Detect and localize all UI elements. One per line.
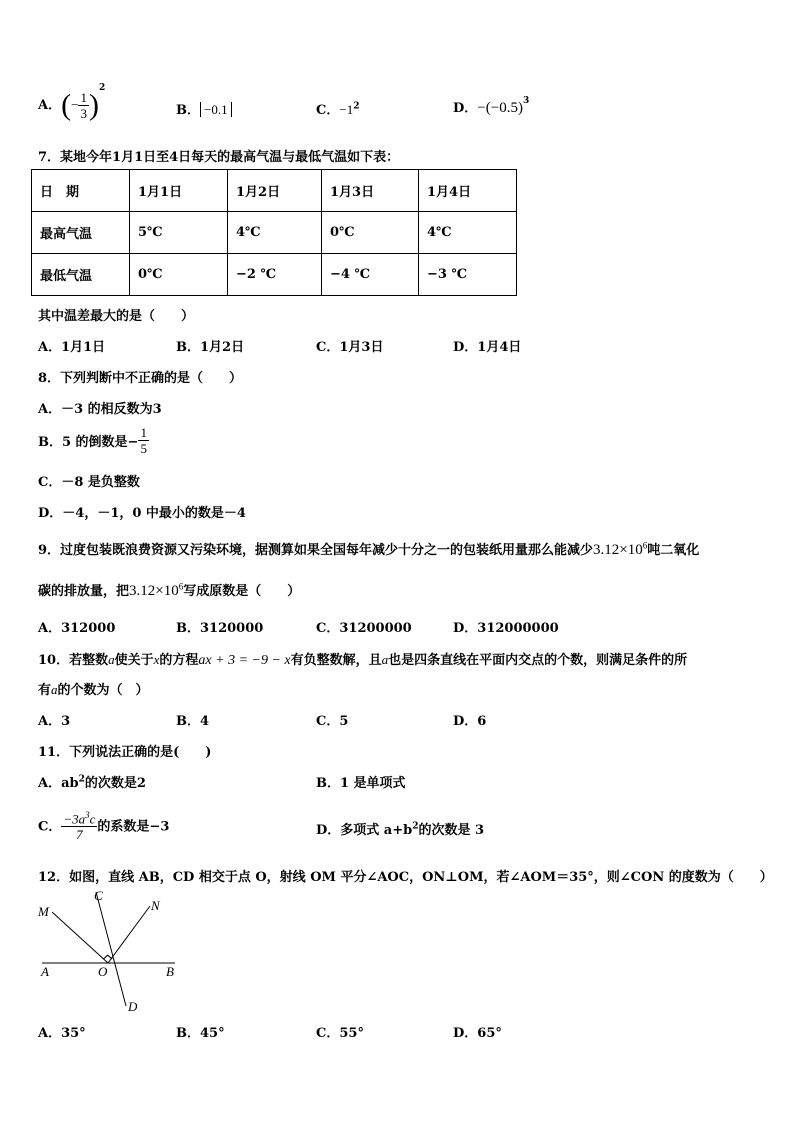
q9-option-d[interactable]: D．312000000: [453, 621, 559, 636]
table-row: 日 期 1月1日 1月2日 1月3日 1月4日: [32, 170, 517, 212]
q12-option-b[interactable]: B．45°: [176, 1026, 225, 1041]
q9-option-a[interactable]: A．312000: [38, 621, 116, 636]
q6-option-b[interactable]: B． −0.1: [176, 99, 232, 118]
right-angle-mark: [104, 955, 113, 959]
line-cd: [96, 892, 126, 1006]
ray-on: [108, 906, 150, 963]
q9-stem-line1: 9．过度包装既浪费资源又污染环境，据测算如果全国每年减少十分之一的包装纸用量那么能减少$3.12\times 10^6$吨二氧化: [38, 540, 700, 558]
q7-stem: 7．某地今年1月1日至4日每天的最高气温与最低气温如下表：: [38, 150, 400, 165]
q7-option-c[interactable]: C．1月3日: [316, 340, 384, 355]
q11-option-b[interactable]: B．1 是单项式: [316, 776, 406, 791]
q6-option-a[interactable]: A．(− $\frac{1}{3}$ )$^2$: [38, 82, 106, 122]
q12-geometry-figure: [30, 884, 190, 1016]
q7-option-d[interactable]: D．1月4日: [453, 340, 522, 355]
q7-question: 其中温差最大的是（ ）: [38, 309, 195, 324]
q8-stem: 8．下列判断中不正确的是（ ）: [38, 371, 243, 386]
q10-option-b[interactable]: B．4: [176, 714, 210, 729]
q11-option-c[interactable]: C． $\frac{-3a^3c}{7}$ 的系数是−3: [38, 810, 170, 843]
label-c: C: [94, 888, 103, 903]
q10-option-a[interactable]: A．3: [38, 714, 71, 729]
label-a: A: [41, 964, 49, 979]
q9-option-b[interactable]: B．3120000: [176, 621, 264, 636]
q8-option-c[interactable]: C．－8 是负整数: [38, 475, 140, 490]
q12-option-c[interactable]: C．55°: [316, 1026, 364, 1041]
label-n: N: [151, 898, 160, 913]
q8-option-b[interactable]: B．5 的倒数是− $\frac{1}{5}$: [38, 425, 147, 456]
q6-option-d[interactable]: D．$-(-0.5)^3$: [453, 95, 530, 116]
q8-b-fraction: $\frac{1}{5}$: [140, 425, 147, 456]
q10-stem-line2: 有a的个数为（ ）: [38, 682, 149, 698]
temperature-table: [31, 169, 517, 296]
label-m: M: [38, 904, 49, 919]
q10-option-c[interactable]: C．5: [316, 714, 349, 729]
q11-option-a[interactable]: A．$ab^2$的次数是2: [38, 774, 146, 791]
label-o: O: [98, 964, 108, 979]
q11-c-fraction: $\frac{-3a^3c}{7}$: [63, 810, 96, 843]
q10-option-d[interactable]: D．6: [453, 714, 487, 729]
q9-stem-line2: 碳的排放量，把$3.12\times 10^6$写成原数是（ ）: [38, 581, 301, 599]
q12-option-d[interactable]: D．65°: [453, 1026, 502, 1041]
table-row: 最高气温 5℃ 4℃ 0℃ 4℃: [32, 212, 517, 254]
q6-a-fraction: $\frac{1}{3}$: [80, 90, 87, 121]
q8-option-d[interactable]: D．－4，－1，0 中最小的数是－4: [38, 506, 246, 521]
q7-option-a[interactable]: A．1月1日: [38, 340, 106, 355]
q11-stem: 11．下列说法正确的是( ): [38, 745, 212, 760]
q9-option-c[interactable]: C．31200000: [316, 621, 412, 636]
q12-stem: 12．如图，直线 AB，CD 相交于点 O，射线 OM 平分∠AOC，ON⊥OM，若∠AOM＝35°，则∠CON 的度数为（ ）: [38, 870, 773, 885]
q10-stem-line1: 10．若整数a使关于x的方程ax + 3 = −9 − x有负整数解，且a也是四条直线在平面内交点的个数，则满足条件的所: [38, 652, 688, 668]
label-d: D: [128, 999, 138, 1014]
q6-option-c[interactable]: C．$-1^2$: [316, 101, 360, 118]
label-b: B: [166, 964, 174, 979]
q12-option-a[interactable]: A．35°: [38, 1026, 86, 1041]
q8-option-a[interactable]: A．－3 的相反数为3: [38, 402, 162, 417]
ray-om: [52, 912, 108, 963]
q7-option-b[interactable]: B．1月2日: [176, 340, 245, 355]
q11-option-d[interactable]: D．多项式 $a+b^2$的次数是 3: [316, 821, 485, 838]
table-row: 最低气温 0℃ −2 ℃ −4 ℃ −3 ℃: [32, 254, 517, 296]
